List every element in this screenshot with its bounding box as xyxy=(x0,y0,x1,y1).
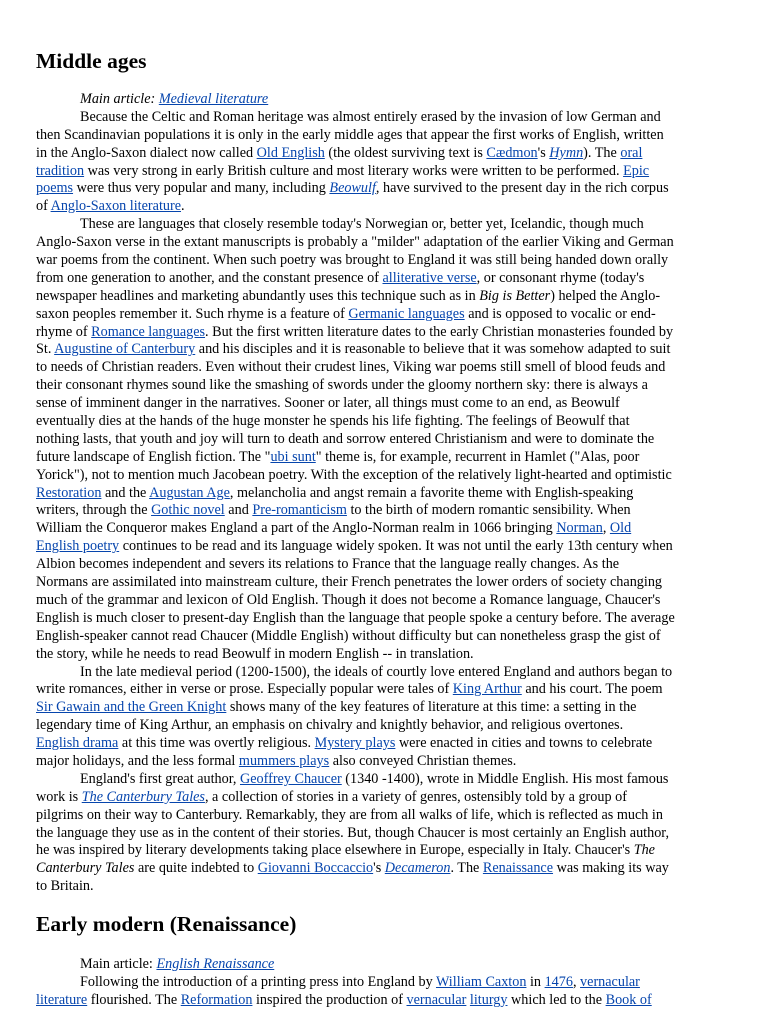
text-line xyxy=(36,878,732,896)
article-link[interactable]: Decameron xyxy=(384,860,451,877)
text-run: in xyxy=(526,973,545,990)
text-run: (1340 -1400), wrote in Middle English. His most famous xyxy=(341,770,669,787)
text-line xyxy=(36,485,732,503)
text-line xyxy=(36,699,732,717)
text-line xyxy=(36,413,732,431)
text-line xyxy=(36,467,732,485)
article-link[interactable]: Romance languages xyxy=(91,323,206,340)
article-link[interactable]: English drama xyxy=(36,735,119,752)
text-run: ) helped the Anglo- xyxy=(550,287,661,304)
article-link[interactable]: alliterative verse xyxy=(382,269,477,286)
section-heading-renaissance: Early modern (Renaissance) xyxy=(36,912,297,936)
text-run: Main article: xyxy=(80,91,159,107)
article-link[interactable]: Mystery plays xyxy=(314,735,396,752)
section-heading-middle-ages: Middle ages xyxy=(36,49,147,73)
text-line xyxy=(36,216,732,234)
text-run: the story, while he needs to read Beowulf in modern English -- in translation. xyxy=(36,645,474,662)
text-line xyxy=(36,842,732,860)
article-link[interactable]: Augustine of Canterbury xyxy=(54,341,196,358)
text-line xyxy=(36,538,732,556)
text-run: . But the first written literature dates to the early Christian monasteries founded by xyxy=(205,323,674,340)
text-line xyxy=(36,341,732,359)
article-link[interactable]: oral xyxy=(620,144,643,161)
text-line xyxy=(36,753,732,771)
text-run: pilgrims on their way to Canterbury. Remarkably, they are from all walks of life, which is reflected as much in xyxy=(36,806,663,823)
text-run: much of the grammar and lexicon of Old English. Though it does not become a Romance language, Chaucer's xyxy=(36,591,661,608)
text-line xyxy=(36,127,732,145)
text-line xyxy=(36,377,732,395)
text-run: England's first great author, xyxy=(80,770,240,787)
article-link[interactable]: vernacular xyxy=(406,991,467,1008)
text-run: major holidays, and the less formal xyxy=(36,752,239,769)
text-run: , melancholia and angst remain a favorite theme with English-speaking xyxy=(229,484,634,501)
article-link[interactable]: Anglo-Saxon literature xyxy=(50,198,182,215)
text-run: nothing lasts, that youth and joy will turn to death and sorrow entered Christianism and were to dominate the xyxy=(36,430,655,447)
text-run: flourished. The xyxy=(87,991,181,1008)
text-line xyxy=(36,198,732,216)
text-line xyxy=(36,252,732,270)
article-link[interactable]: 1476 xyxy=(544,973,573,990)
article-link[interactable]: English poetry xyxy=(36,538,120,555)
text-line xyxy=(36,306,732,324)
article-link[interactable]: liturgy xyxy=(469,991,508,1008)
text-run: eventually dies at the hands of the huge monster he spends his life fighting. The feelings of Beowulf that xyxy=(36,413,630,430)
text-run: , xyxy=(572,973,581,990)
article-link[interactable]: Renaissance xyxy=(482,860,554,877)
article-link[interactable]: mummers plays xyxy=(238,752,330,769)
text-run: Normans are assimilated into mainstream culture, their French penetrates the lower orders of society changing xyxy=(36,574,663,591)
text-run: the language they use as in the content of their stories. But, though Chaucer is most certainly an English author, xyxy=(36,824,669,841)
article-link[interactable]: Pre-romanticism xyxy=(252,502,347,519)
article-link[interactable]: literature xyxy=(36,991,88,1008)
text-line xyxy=(36,520,732,538)
article-link[interactable]: Old English xyxy=(256,144,325,161)
text-run: Main article: xyxy=(80,956,157,972)
text-line xyxy=(36,735,732,753)
text-run: their consonant rhymes sound like the smashing of swords under the gloomy northern sky: there is always a xyxy=(36,377,648,394)
text-line xyxy=(36,556,732,574)
text-run: . xyxy=(181,198,185,215)
article-link[interactable]: Old xyxy=(609,520,632,537)
article-link[interactable]: Cædmon xyxy=(486,144,538,161)
article-link[interactable]: Geoffrey Chaucer xyxy=(239,770,342,787)
text-run: Canterbury Tales xyxy=(36,860,135,877)
text-run: of xyxy=(36,198,51,215)
text-line xyxy=(36,771,732,789)
text-run: 's xyxy=(537,144,550,161)
text-run: newspaper headlines and marketing abundantly uses this technique such as in xyxy=(36,287,480,304)
text-run: and xyxy=(224,502,253,519)
text-line xyxy=(36,145,732,163)
text-line xyxy=(36,270,732,288)
text-line xyxy=(36,592,732,610)
article-link[interactable]: Beowulf xyxy=(329,180,376,197)
section-body-renaissance xyxy=(36,956,732,1010)
text-line xyxy=(36,646,732,664)
article-link[interactable]: vernacular xyxy=(580,973,640,990)
text-line xyxy=(36,717,732,735)
text-run: These are languages that closely resemble today's Norwegian or, better yet, Icelandic, though much xyxy=(80,216,644,233)
text-run: Big is Better xyxy=(479,287,551,304)
text-run: inspired the production of xyxy=(252,991,407,1008)
text-run: Yorick"), not to mention much Jacobean poetry. With the exception of the relatively light-hearted and optimistic xyxy=(36,466,672,483)
text-line xyxy=(36,610,732,628)
text-run: Following the introduction of a printing press into England by xyxy=(80,973,436,990)
text-run: which led to the xyxy=(507,991,606,1008)
text-line xyxy=(36,574,732,592)
text-run: The xyxy=(633,842,655,859)
text-run: are quite indebted to xyxy=(134,860,258,877)
text-line xyxy=(36,395,732,413)
text-run: . The xyxy=(450,860,483,877)
article-link[interactable]: Hymn xyxy=(549,144,584,161)
text-run: to the birth of modern romantic sensibility. When xyxy=(346,502,631,519)
text-line xyxy=(36,91,732,109)
article-link[interactable]: Gothic novel xyxy=(151,502,225,519)
article-link[interactable]: The Canterbury Tales xyxy=(81,788,205,805)
text-line xyxy=(36,324,732,342)
article-link[interactable]: Epic xyxy=(623,162,650,179)
text-line xyxy=(36,109,732,127)
text-run: were enacted in cities and towns to celebrate xyxy=(395,735,653,752)
text-run: William the Conqueror makes England a part of the Anglo-Norman realm in 1066 bringing xyxy=(36,520,557,537)
text-run: saxon peoples remember it. Such rhyme is a feature of xyxy=(36,305,349,322)
text-run: at this time was overtly religious. xyxy=(118,735,315,752)
text-line xyxy=(36,359,732,377)
text-run: " theme is, for example, recurrent in Hamlet ("Alas, poor xyxy=(315,448,640,465)
text-line xyxy=(36,664,732,682)
text-run: In the late medieval period (1200-1500), the ideals of courtly love entered England and authors began to xyxy=(80,663,673,680)
text-run: writers, through the xyxy=(36,502,152,519)
article-link[interactable]: Sir Gawain and the Green Knight xyxy=(36,699,227,716)
text-line xyxy=(36,163,732,181)
text-run: write romances, either in verse or prose. Especially popular were tales of xyxy=(36,681,453,698)
text-line xyxy=(36,288,732,306)
text-run: and his court. The poem xyxy=(521,681,663,698)
text-run: in the Anglo-Saxon dialect now called xyxy=(36,144,257,161)
article-link[interactable]: poems xyxy=(36,180,74,197)
text-line xyxy=(36,180,732,198)
text-line xyxy=(36,807,732,825)
text-run: , xyxy=(602,520,610,537)
article-link[interactable]: Augustan Age xyxy=(149,484,230,501)
text-line xyxy=(36,992,732,1010)
text-line xyxy=(36,825,732,843)
text-run: then Scandinavian populations it is only in the early middle ages that appear the first works of English, written xyxy=(36,126,664,143)
text-line xyxy=(36,234,732,252)
text-run: English is much closer to present-day English than the language that people spoke a century before. The average xyxy=(36,609,675,626)
text-run: war poems from the continent. When such poetry was brought to England it was still being handed down orally xyxy=(36,252,669,269)
text-run: from one generation to another, and the constant presence of xyxy=(36,269,383,286)
text-run: he was inspired by literary developments taking place elsewhere in Europe, especially in Italy. Chaucer's xyxy=(36,842,634,859)
article-link[interactable]: Book of xyxy=(605,991,652,1008)
text-line xyxy=(36,502,732,520)
text-run: to needs of Christian readers. Even without their crudest lines, Viking war poems still smell of blood feuds and xyxy=(36,359,666,376)
article-link[interactable]: tradition xyxy=(36,162,85,179)
text-run: sense of imminent danger in the narratives. Sooner or later, all things must come to an end, as Beowulf xyxy=(36,395,620,412)
article-link[interactable]: English Renaissance xyxy=(156,956,275,972)
text-run: Albion becomes independent and severs its relations to France that the language really changes. As the xyxy=(36,556,620,573)
text-line xyxy=(36,956,732,974)
article-link[interactable]: Germanic languages xyxy=(348,305,465,322)
article-link[interactable]: William Caxton xyxy=(435,973,527,990)
text-run: were thus very popular and many, including xyxy=(73,180,330,197)
text-run: rhyme of xyxy=(36,323,92,340)
text-run: 's xyxy=(373,860,385,877)
text-run: shows many of the key features of literature at this time: a setting in the xyxy=(226,699,637,716)
article-link[interactable]: ubi sunt xyxy=(270,448,316,465)
text-line xyxy=(36,449,732,467)
text-run: future landscape of English fiction. The " xyxy=(36,448,271,465)
text-run: Anglo-Saxon verse in the extant manuscripts is probably a "milder" adaptation of the earlier Viking and German xyxy=(36,234,674,251)
text-line xyxy=(36,431,732,449)
text-line xyxy=(36,681,732,699)
article-link[interactable]: Giovanni Boccaccio xyxy=(257,860,374,877)
article-link[interactable]: Medieval literature xyxy=(158,91,269,107)
article-link[interactable]: Norman xyxy=(556,520,603,537)
article-link[interactable]: Restoration xyxy=(36,484,102,501)
text-run: English-speaker cannot read Chaucer (Middle English) without difficulty but can nonetheless grasp the gist of xyxy=(36,627,661,644)
text-run: work is xyxy=(36,788,82,805)
text-run: was very strong in early British culture and most literary works were written to be performed. xyxy=(84,162,624,179)
section-body-middle-ages xyxy=(36,91,732,896)
text-run: , or consonant rhyme (today's xyxy=(476,269,645,286)
text-run: St. xyxy=(36,341,55,358)
text-run: legendary time of King Arthur, an emphasis on chivalry and knightly behavior, and religious overtones. xyxy=(36,717,624,734)
text-run: and his disciples and it is reasonable to believe that it was somehow adapted to suit xyxy=(195,341,671,358)
text-run: and is opposed to vocalic or end- xyxy=(464,305,656,322)
article-link[interactable]: King Arthur xyxy=(452,681,522,698)
text-line xyxy=(36,628,732,646)
text-line xyxy=(36,974,732,992)
text-run: and the xyxy=(101,484,150,501)
article-link[interactable]: Reformation xyxy=(180,991,253,1008)
text-run: (the oldest surviving text is xyxy=(324,144,487,161)
text-run: was making its way xyxy=(553,860,669,877)
text-line xyxy=(36,789,732,807)
text-run: to Britain. xyxy=(36,878,94,895)
text-run: Because the Celtic and Roman heritage was almost entirely erased by the invasion of low German and xyxy=(80,108,661,125)
text-run: , a collection of stories in a variety of genres, ostensibly told by a group of xyxy=(204,788,627,805)
text-run: , have survived to the present day in the rich corpus xyxy=(375,180,669,197)
text-run: continues to be read and its language widely spoken. It was not until the early 13th century when xyxy=(119,538,673,555)
text-run: ). The xyxy=(583,144,621,161)
text-line xyxy=(36,860,732,878)
text-run: also conveyed Christian themes. xyxy=(329,752,517,769)
